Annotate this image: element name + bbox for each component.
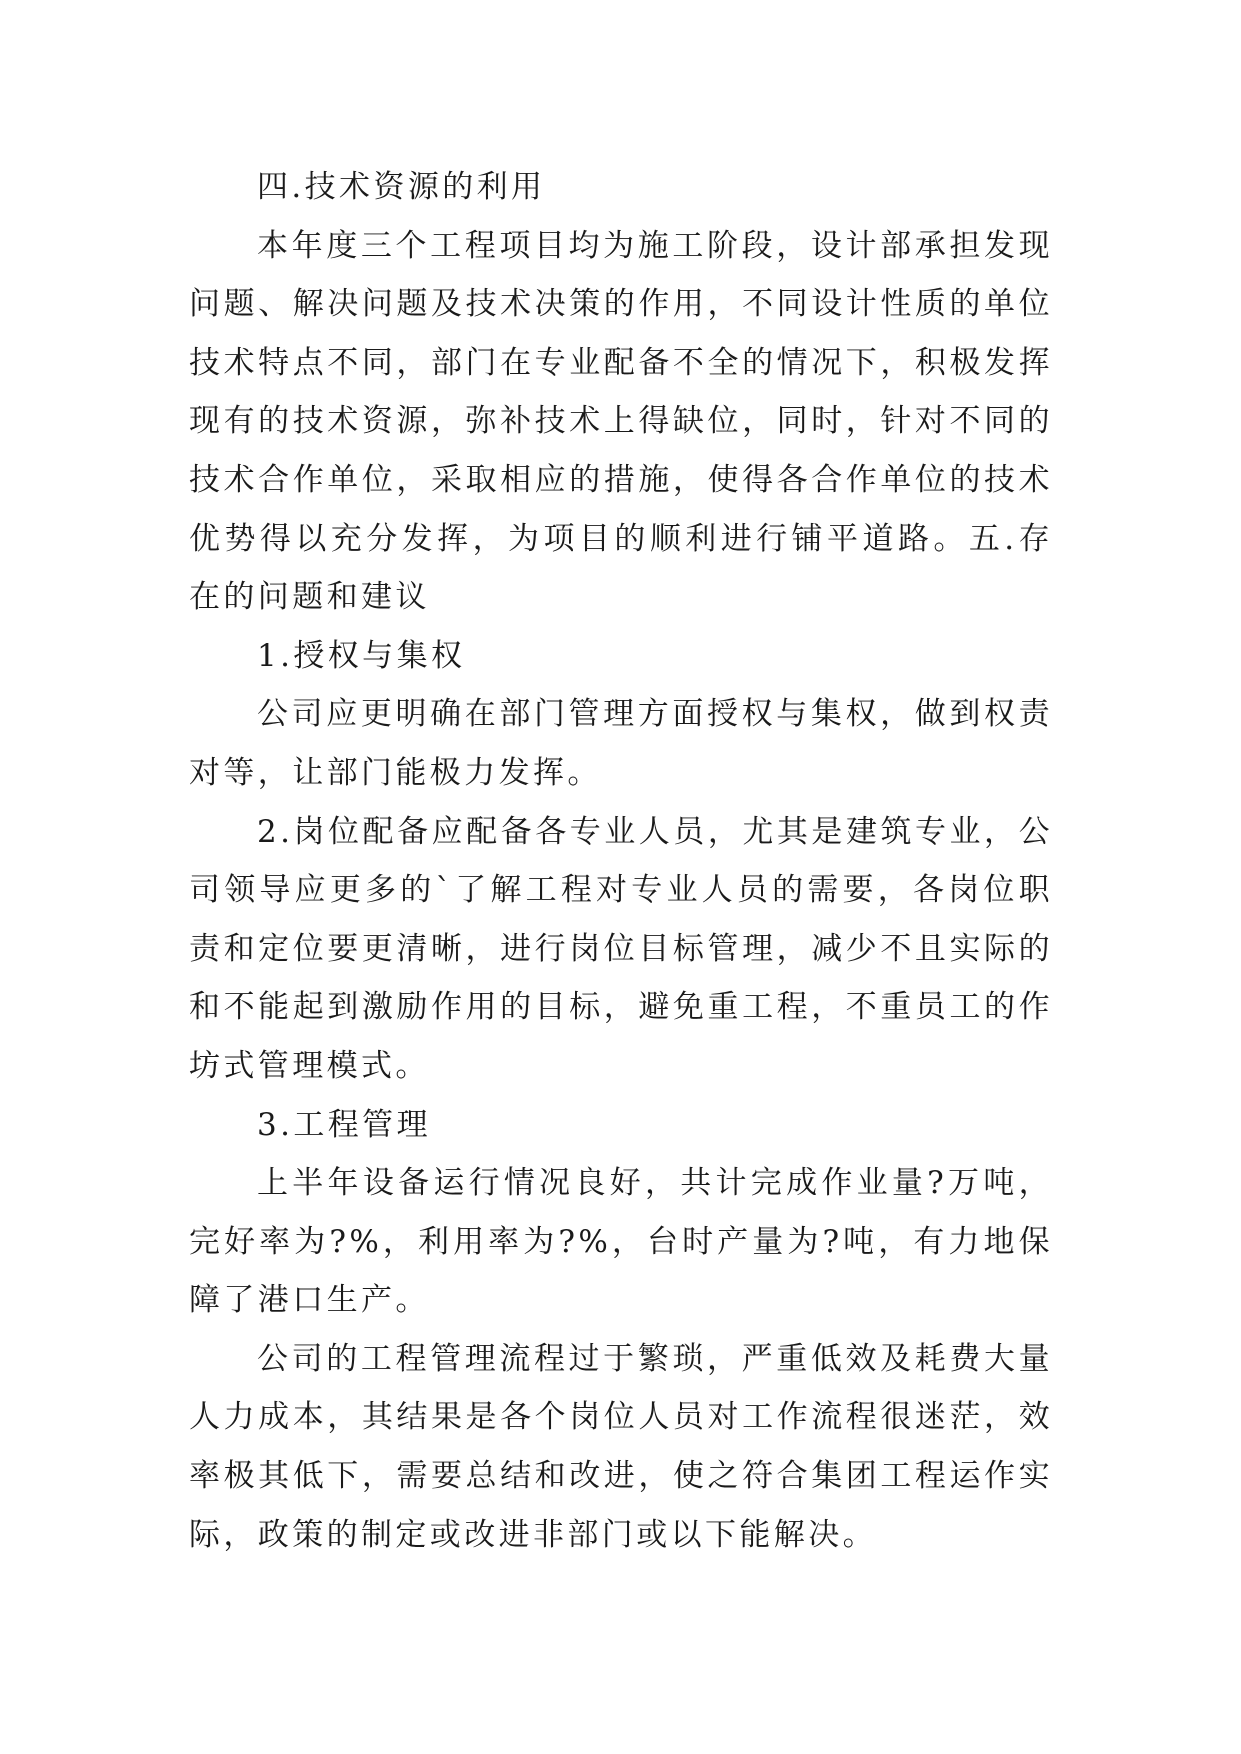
body-paragraph-equipment: 上半年设备运行情况良好，共计完成作业量?万吨，完好率为?%，利用率为?%，台时产量为?吨，有力地保障了港口生产。: [189, 1165, 1053, 1319]
document-body: [189, 158, 1053, 1564]
section-heading-tech-resources: 四.技术资源的利用: [257, 169, 546, 205]
body-paragraph-authorization: 公司应更明确在部门管理方面授权与集权，做到权责对等，让部门能极力发挥。: [189, 696, 1053, 791]
body-paragraph-tech-resources: 本年度三个工程项目均为施工阶段，设计部承担发现问题、解决问题及技术决策的作用，不同设计性质的单位技术特点不同，部门在专业配备不全的情况下，积极发挥现有的技术资源，弥补技术上得缺位，同时，针对不同的技术合作单位，采取相应的措施，使得各合作单位的技术优势得以充分发挥，为项目的顺利进行铺平道路。五.存在的问题和建议: [189, 227, 1053, 616]
body-paragraph-process: 公司的工程管理流程过于繁琐，严重低效及耗费大量人力成本，其结果是各个岗位人员对工作流程很迷茫，效率极其低下，需要总结和改进，使之符合集团工程运作实际，政策的制定或改进非部门或以下能解决。: [189, 1340, 1053, 1553]
subheading-authorization: 1.授权与集权: [257, 637, 466, 674]
subheading-engineering-management: 3.工程管理: [257, 1106, 431, 1143]
body-paragraph-staffing: 2.岗位配备应配备各专业人员，尤其是建筑专业，公司领导应更多的`了解工程对专业人员的需要，各岗位职责和定位要更清晰，进行岗位目标管理，减少不且实际的和不能起到激励作用的目标，避免重工程，不重员工的作坊式管理模式。: [189, 813, 1053, 1084]
